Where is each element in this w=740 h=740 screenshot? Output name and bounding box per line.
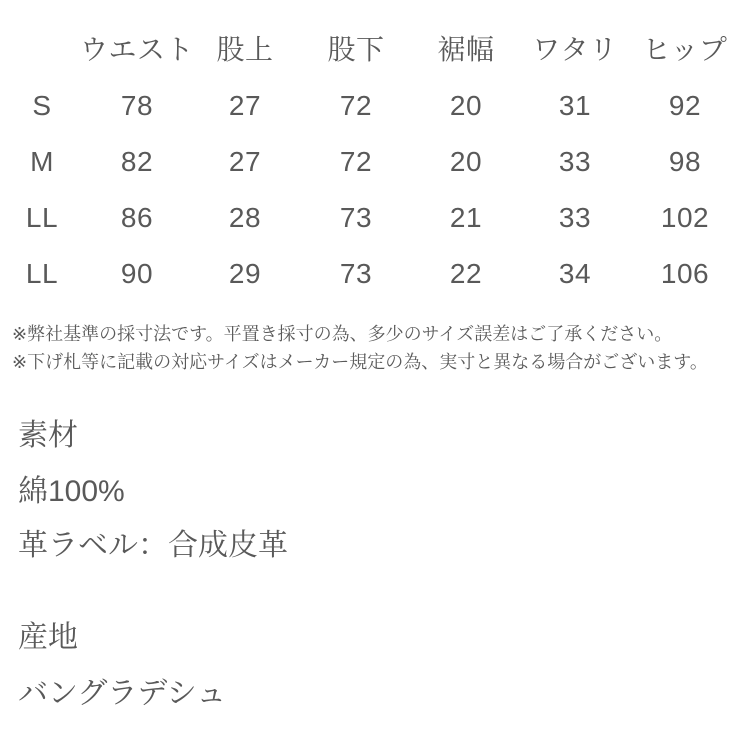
column-header-inseam: 股下 [327, 34, 385, 65]
size-label: LL [25, 202, 59, 233]
waist-value: 90 [120, 258, 154, 289]
thigh-width-value: 33 [558, 202, 592, 233]
hip-value: 92 [668, 90, 702, 121]
thigh-width-value: 34 [558, 258, 592, 289]
waist-value: 82 [120, 146, 154, 177]
size-chart-corner-cell [0, 22, 84, 78]
waist-value: 86 [120, 202, 154, 233]
size-label: S [32, 90, 52, 121]
hem-width-value: 20 [449, 90, 483, 121]
material-composition: 綿100% [18, 475, 125, 508]
material-section [18, 421, 740, 561]
rise-value: 29 [228, 258, 262, 289]
waist-value: 78 [120, 90, 154, 121]
origin-country: バングラデシュ [18, 677, 227, 710]
hem-width-value: 20 [449, 146, 483, 177]
size-label: M [30, 146, 54, 177]
inseam-value: 73 [339, 258, 373, 289]
column-header-waist: ウエスト [80, 34, 195, 65]
inseam-value: 72 [339, 146, 373, 177]
thigh-width-value: 31 [558, 90, 592, 121]
thigh-width-value: 33 [558, 146, 592, 177]
hem-width-value: 21 [449, 202, 483, 233]
rise-value: 27 [228, 90, 262, 121]
material-leather-label: 革ラベル：合成皮革 [18, 529, 288, 562]
measurement-note-line: ※下げ札等に記載の対応サイズはメーカー規定の為、実寸と異なる場合がございます。 [12, 352, 708, 372]
hip-value: 106 [660, 258, 710, 289]
column-header-rise: 股上 [216, 34, 274, 65]
material-heading: 素材 [18, 419, 78, 452]
hip-value: 98 [668, 146, 702, 177]
measurement-notes [12, 320, 740, 376]
size-label: LL [25, 258, 59, 289]
column-header-hip: ヒップ [642, 34, 728, 65]
measurement-note-line: ※弊社基準の採寸法です。平置き採寸の為、多少のサイズ誤差はご了承ください。 [12, 324, 673, 344]
size-chart-table [0, 22, 740, 302]
rise-value: 28 [228, 202, 262, 233]
rise-value: 27 [228, 146, 262, 177]
hip-value: 102 [660, 202, 710, 233]
origin-section [18, 623, 740, 709]
product-spec-sheet [0, 22, 740, 740]
column-header-thigh-width: ワタリ [532, 34, 618, 65]
inseam-value: 73 [339, 202, 373, 233]
inseam-value: 72 [339, 90, 373, 121]
column-header-hem-width: 裾幅 [437, 34, 495, 65]
origin-heading: 産地 [18, 621, 78, 654]
hem-width-value: 22 [449, 258, 483, 289]
